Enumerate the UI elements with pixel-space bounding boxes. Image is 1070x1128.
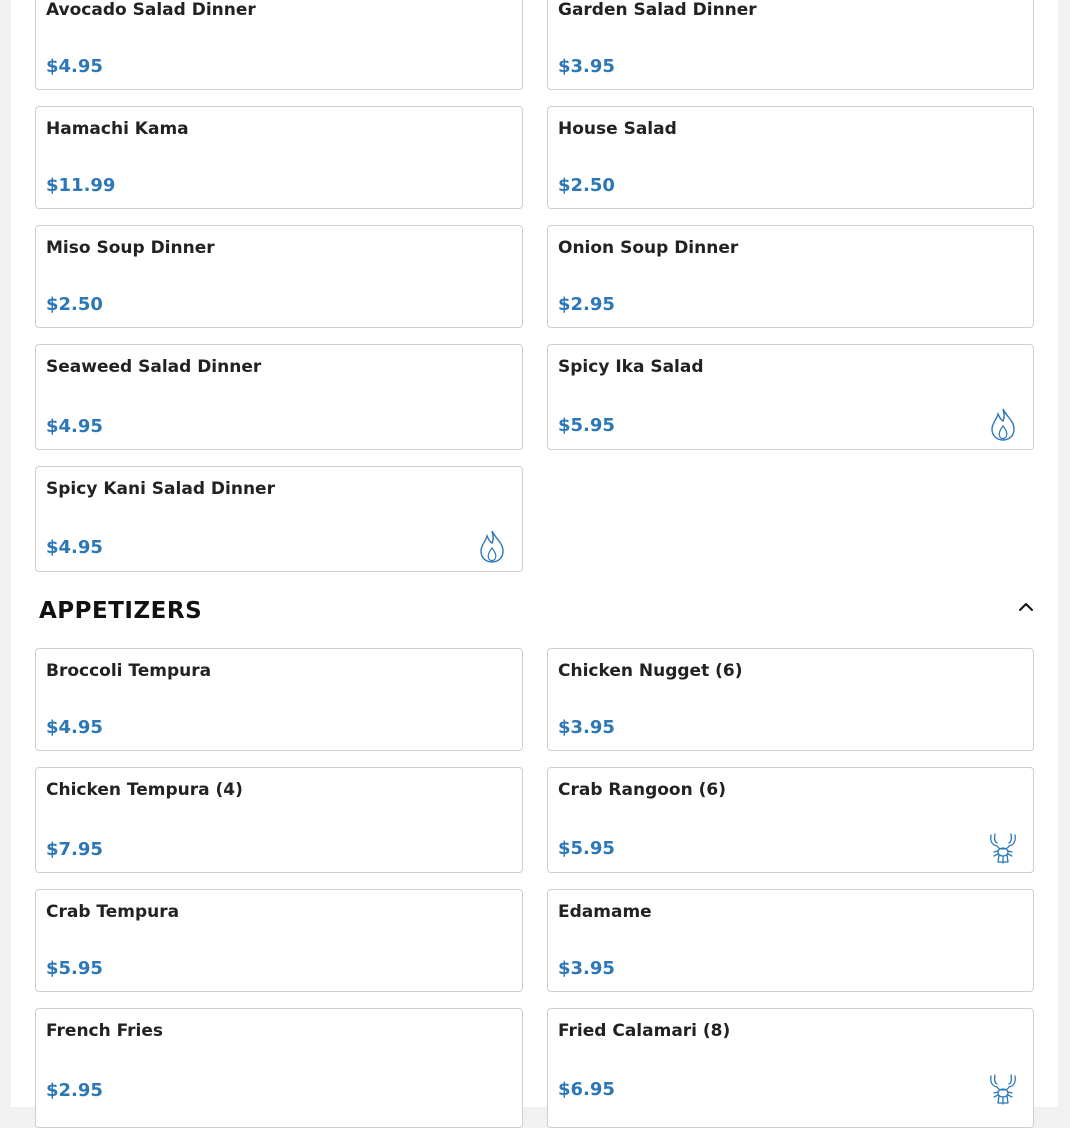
menu-item-card[interactable] xyxy=(547,648,1034,751)
menu-item-card[interactable] xyxy=(35,767,523,873)
menu-item-card[interactable] xyxy=(35,225,523,328)
item-price: $2.50 xyxy=(46,294,103,315)
spicy-flame-icon xyxy=(987,407,1019,441)
menu-item-card[interactable] xyxy=(35,466,523,572)
item-name: Avocado Salad Dinner xyxy=(46,0,256,20)
item-price: $6.95 xyxy=(558,1079,615,1100)
item-price: $5.95 xyxy=(46,958,103,979)
item-name: Crab Rangoon (6) xyxy=(558,780,726,800)
menu-item-card[interactable] xyxy=(547,344,1034,450)
menu-item-card[interactable] xyxy=(547,0,1034,90)
item-name: Fried Calamari (8) xyxy=(558,1021,731,1041)
shellfish-icon xyxy=(987,1072,1019,1106)
menu-page xyxy=(11,0,1058,1107)
item-price: $5.95 xyxy=(558,415,615,436)
item-price: $4.95 xyxy=(46,717,103,738)
item-price: $3.95 xyxy=(558,717,615,738)
menu-item-card[interactable] xyxy=(35,106,523,209)
item-name: Edamame xyxy=(558,902,652,922)
chevron-up-icon[interactable] xyxy=(1015,596,1037,618)
item-name: Chicken Tempura (4) xyxy=(46,780,243,800)
item-name: Miso Soup Dinner xyxy=(46,238,215,258)
item-name: House Salad xyxy=(558,119,677,139)
item-name: Crab Tempura xyxy=(46,902,180,922)
shellfish-icon xyxy=(987,831,1019,865)
item-price: $2.95 xyxy=(46,1080,103,1101)
menu-item-card[interactable] xyxy=(35,889,523,992)
menu-item-card[interactable] xyxy=(35,648,523,751)
menu-item-card[interactable] xyxy=(547,106,1034,209)
item-name: Spicy Kani Salad Dinner xyxy=(46,479,275,499)
item-price: $2.95 xyxy=(558,294,615,315)
item-price: $2.50 xyxy=(558,175,615,196)
menu-item-card[interactable] xyxy=(547,1008,1034,1128)
item-name: Broccoli Tempura xyxy=(46,661,212,681)
item-price: $3.95 xyxy=(558,56,615,77)
menu-item-card[interactable] xyxy=(547,225,1034,328)
menu-item-card[interactable] xyxy=(547,767,1034,873)
item-price: $11.99 xyxy=(46,175,116,196)
item-price: $4.95 xyxy=(46,416,103,437)
item-price: $3.95 xyxy=(558,958,615,979)
item-name: Seaweed Salad Dinner xyxy=(46,357,262,377)
item-name: Garden Salad Dinner xyxy=(558,0,757,20)
item-name: Hamachi Kama xyxy=(46,119,189,139)
item-name: Chicken Nugget (6) xyxy=(558,661,743,681)
item-name: Spicy Ika Salad xyxy=(558,357,704,377)
item-name: Onion Soup Dinner xyxy=(558,238,739,258)
menu-item-card[interactable] xyxy=(547,889,1034,992)
item-price: $5.95 xyxy=(558,838,615,859)
item-name: French Fries xyxy=(46,1021,164,1041)
menu-item-card[interactable] xyxy=(35,0,523,90)
menu-item-card[interactable] xyxy=(35,344,523,450)
item-price: $4.95 xyxy=(46,537,103,558)
menu-item-card[interactable] xyxy=(35,1008,523,1128)
section-title-appetizers: APPETIZERS xyxy=(39,598,203,624)
spicy-flame-icon xyxy=(476,529,508,563)
item-price: $4.95 xyxy=(46,56,103,77)
item-price: $7.95 xyxy=(46,839,103,860)
